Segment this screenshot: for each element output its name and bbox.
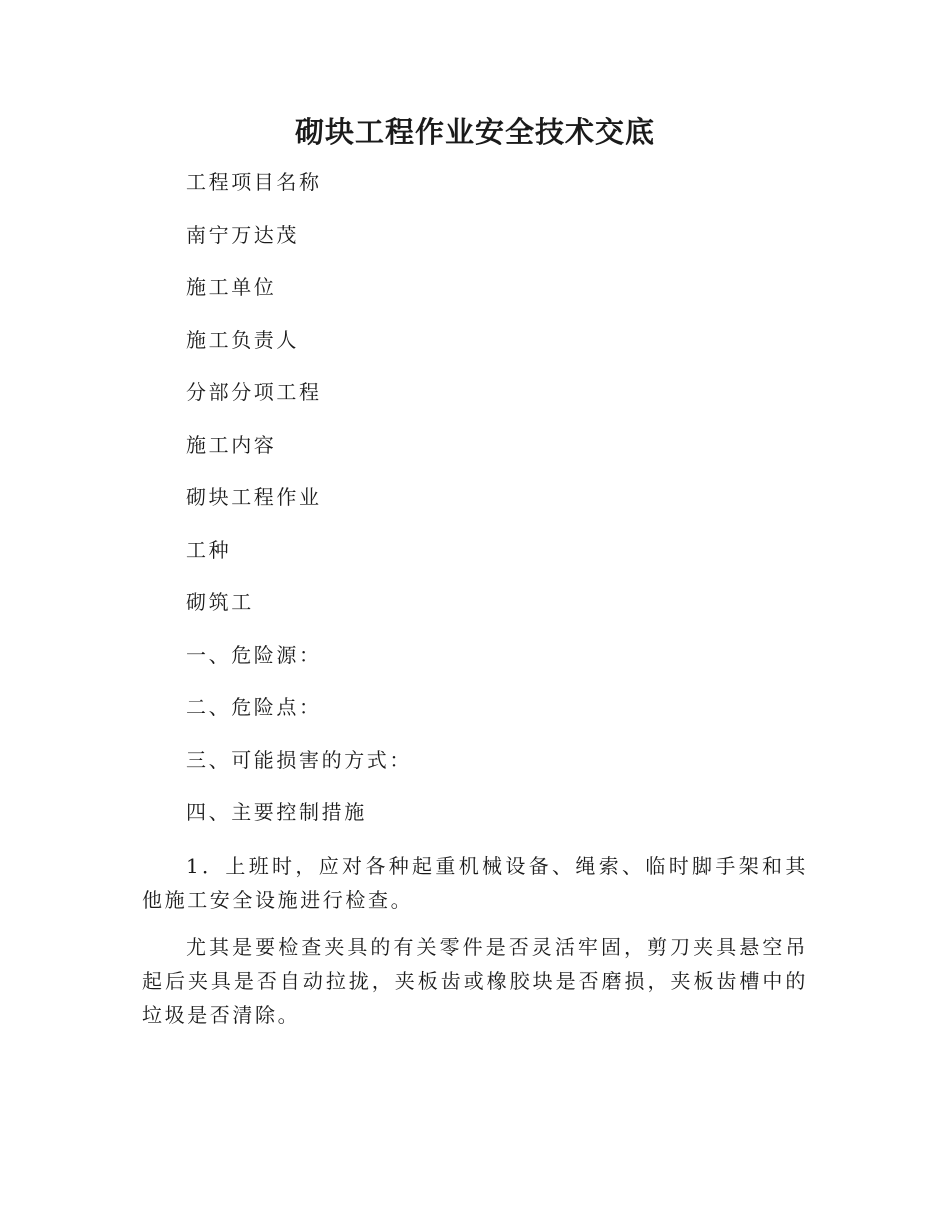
field-contractor-label: 施工单位 [186,275,277,299]
section-control-measures: 四、主要控制措施 [186,800,367,824]
measure-paragraph-1: 1．上班时，应对各种起重机械设备、绳索、临时脚手架和其他施工安全设施进行检查。 [142,853,808,912]
document-body [142,166,808,1045]
measure-paragraph-2: 尤其是要检查夹具的有关零件是否灵活牢固，剪刀夹具悬空吊起后夹具是否自动拉拢，夹板齿或橡胶块是否磨损，夹板齿槽中的垃圾是否清除。 [142,934,808,1027]
field-trade-label: 工种 [186,537,232,562]
field-work-content-value: 砌块工程作业 [186,485,322,509]
field-sub-project-label: 分部分项工程 [186,380,322,404]
field-project-name-value: 南宁万达茂 [186,222,299,247]
section-injury-mode: 三、可能损害的方式： [186,747,412,772]
document-title: 砌块工程作业安全技术交底 [294,115,655,149]
field-project-name-label: 工程项目名称 [186,170,322,194]
field-work-content-label: 施工内容 [186,432,277,457]
section-hazard-source: 一、危险源： [186,642,322,667]
section-hazard-point: 二、危险点： [186,695,322,719]
field-trade-value: 砌筑工 [186,590,254,614]
field-site-manager-label: 施工负责人 [186,327,299,352]
